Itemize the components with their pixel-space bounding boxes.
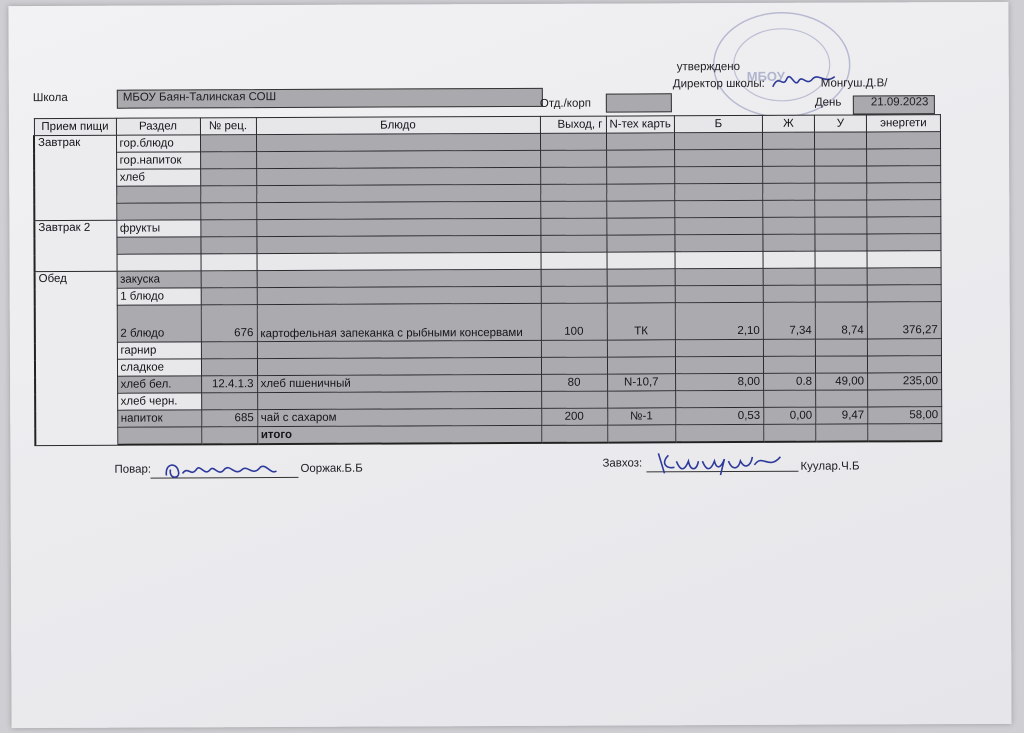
director-name: Монгуш.Д.В/	[820, 77, 888, 90]
recipe-course2: 676	[201, 305, 257, 342]
total-label: итого	[257, 425, 541, 444]
header-protein: Б	[674, 115, 762, 132]
date-value: 21.09.2023	[870, 96, 929, 109]
meal-lunch: Обед	[35, 271, 118, 445]
header-card: N-тех карть	[606, 116, 675, 133]
section-bread-black: хлеб черн.	[117, 393, 201, 410]
card-drink: №-1	[607, 408, 676, 425]
section-sweet: сладкое	[117, 359, 201, 376]
stamp-text: МБОУ	[746, 68, 785, 84]
recipe-bread-white: 12.4.1.3	[201, 376, 257, 393]
protein-course2: 2,10	[675, 302, 763, 339]
section-hot-dish: гор.блюдо	[116, 135, 200, 152]
section-course2: 2 блюдо	[117, 305, 201, 342]
dish-course2: картофельная запеканка с рыбными консервами	[257, 303, 541, 341]
section-starter: закуска	[117, 271, 201, 288]
dish-bread-white: хлеб пшеничный	[257, 374, 541, 392]
yield-bread-white: 80	[541, 374, 607, 391]
carbs-course2: 8,74	[815, 302, 867, 339]
supply-name: Куулар.Ч.Б	[800, 460, 860, 473]
approved-label: утверждено	[676, 60, 741, 74]
section-drink: напиток	[117, 410, 201, 427]
header-fat: Ж	[762, 115, 814, 132]
energy-drink: 58,00	[868, 407, 942, 424]
header-recipe: № рец.	[200, 118, 256, 135]
protein-drink: 0,53	[676, 407, 764, 424]
paper-sheet	[8, 2, 1011, 728]
document	[8, 2, 1011, 728]
svg-text:Куулар: Куулар	[654, 447, 658, 449]
section-bread-white: хлеб бел.	[117, 376, 201, 393]
yield-course2: 100	[541, 303, 607, 340]
day-label: День	[814, 96, 842, 109]
header-energy: энергети	[866, 115, 940, 132]
cook-name: Ооржак.Б.Б	[300, 462, 363, 475]
section-bread: хлеб	[116, 169, 200, 186]
svg-text:Ооржак: Ооржак	[160, 455, 164, 457]
protein-bread-white: 8,00	[675, 373, 763, 390]
energy-bread-white: 235,00	[867, 373, 941, 390]
menu-table	[33, 114, 942, 446]
dept-box	[606, 93, 672, 112]
section-fruits: фрукты	[116, 220, 200, 237]
supply-signature	[654, 447, 784, 480]
header-section: Раздел	[116, 118, 200, 135]
carbs-bread-white: 49,00	[815, 373, 867, 390]
carbs-drink: 9,47	[816, 407, 868, 424]
cook-label: Повар:	[114, 463, 152, 476]
header-yield: Выход, г	[540, 116, 606, 133]
director-label: Директор школы:	[672, 77, 765, 91]
dept-label: Отд./корп	[539, 97, 592, 110]
cook-signature	[160, 455, 280, 486]
school-label: Школа	[32, 91, 68, 105]
header-carbs: У	[814, 115, 866, 132]
section-garnish: гарнир	[117, 342, 201, 359]
card-course2: ТК	[607, 303, 676, 340]
section-hot-drink: гор.напиток	[116, 152, 200, 169]
yield-drink: 200	[541, 408, 607, 425]
table-row	[35, 302, 942, 343]
fat-course2: 7,34	[763, 302, 815, 339]
meal-breakfast2: Завтрак 2	[34, 220, 116, 271]
header-dish: Блюдо	[256, 116, 540, 134]
section-course1: 1 блюдо	[117, 288, 201, 305]
energy-course2: 376,27	[867, 302, 941, 339]
dish-drink: чай с сахаром	[257, 408, 541, 426]
recipe-drink: 685	[201, 410, 257, 427]
header-meal: Прием пищи	[34, 118, 116, 135]
fat-drink: 0,00	[764, 407, 816, 424]
card-bread-white: N-10,7	[607, 374, 676, 391]
meal-breakfast: Завтрак	[34, 135, 116, 220]
school-name: МБОУ Баян-Талинская СОШ	[122, 91, 277, 104]
total-row	[35, 424, 942, 445]
fat-bread-white: 0.8	[763, 373, 815, 390]
supply-label: Завхоз:	[602, 457, 643, 470]
